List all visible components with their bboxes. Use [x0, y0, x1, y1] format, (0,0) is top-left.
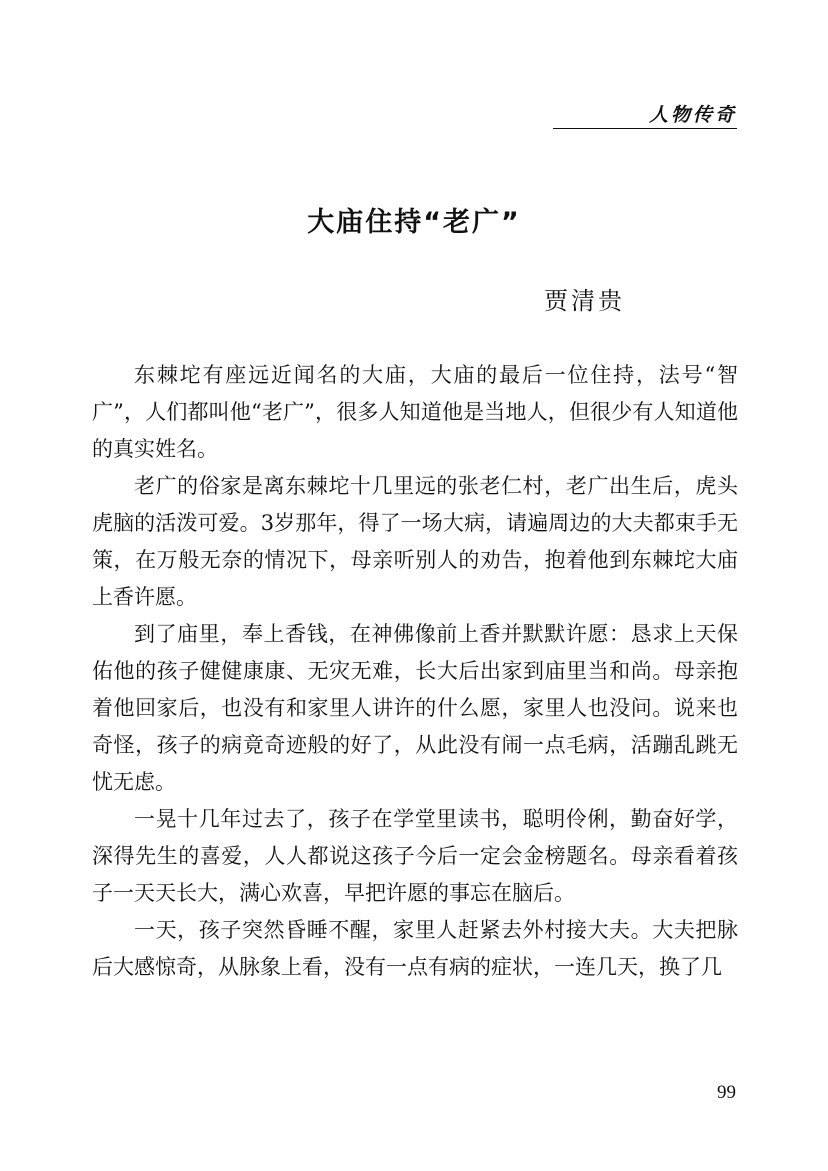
page-number: 99: [717, 1082, 736, 1103]
article-title: 大庙住持“老广”: [307, 207, 521, 238]
section-header: [553, 98, 737, 129]
paragraph: 一晃十几年过去了，孩子在学堂里读书，聪明伶俐，勤奋好学，深得先生的喜爱，人人都说这孩子今后一定会金榜题名。母亲看着孩子一天天长大，满心欢喜，早把许愿的事忘在脑后。: [92, 807, 738, 905]
paragraph: 到了庙里，奉上香钱，在神佛像前上香并默默许愿：恳求上天保佑他的孩子健健康康、无灾无难，长大后出家到庙里当和尚。母亲抱着他回家后，也没有和家里人讲许的什么愿，家里人也没问。说来也奇怪，孩子的病竟奇迹般的好了，从此没有闹一点毛病，活蹦乱跳无忧无虑。: [92, 622, 738, 794]
article-author: 贾清贵: [544, 287, 625, 315]
paragraph: 一天，孩子突然昏睡不醒，家里人赶紧去外村接大夫。大夫把脉后大感惊奇，从脉象上看，没有一点有病的症状，一连几天，换了几: [92, 918, 738, 979]
paragraph: 东棘坨有座远近闻名的大庙，大庙的最后一位住持，法号“智广”，人们都叫他“老广”，很多人知道他是当地人，但很少有人知道他的真实姓名。: [92, 363, 738, 461]
section-header-label: 人物传奇: [648, 104, 737, 126]
article-body: [92, 357, 738, 986]
paragraph: 老广的俗家是离东棘坨十几里远的张老仁村，老广出生后，虎头虎脑的活泼可爱。3岁那年，得了一场大病，请遍周边的大夫都束手无策，在万般无奈的情况下，母亲听别人的劝告，抱着他到东棘坨大庙上香许愿。: [92, 474, 738, 609]
